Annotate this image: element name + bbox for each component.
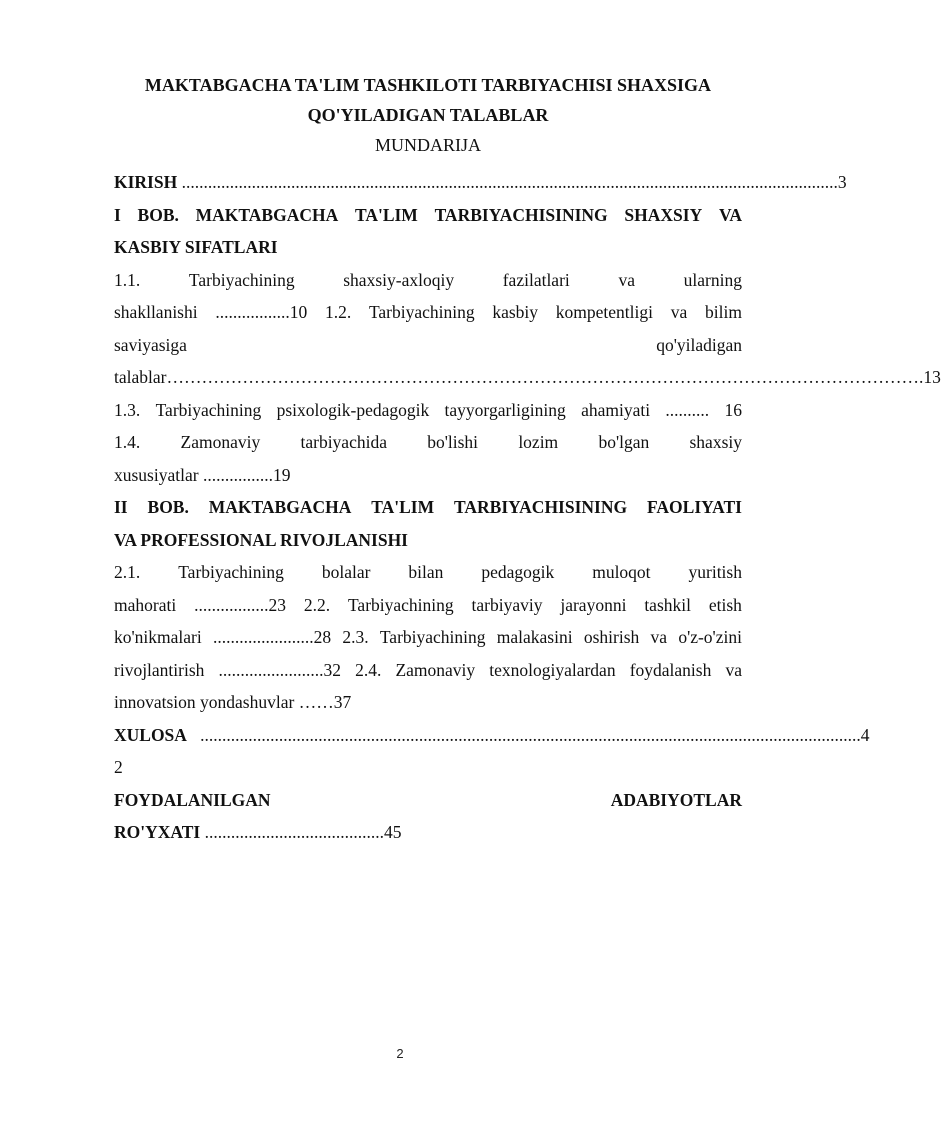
toc-word: Tarbiyachining — [188, 269, 295, 290]
toc-word: 16 — [724, 399, 742, 420]
toc-entry-2-3-line-2[interactable] — [114, 654, 742, 687]
toc-word: MAKTABGACHA — [195, 204, 339, 225]
toc-word: psixologik-pedagogik — [276, 399, 430, 420]
toc-word: VA — [718, 204, 742, 225]
toc-leader-and-page: .........................................45 — [200, 822, 402, 842]
toc-word: bo'lgan — [598, 432, 650, 452]
toc-word: texnologiyalardan — [489, 659, 616, 680]
toc-word: bolalar — [321, 562, 371, 582]
toc-word: .................10 — [215, 302, 308, 322]
toc-word: MAKTABGACHA — [208, 497, 352, 517]
toc-word: Tarbiyachining — [178, 562, 284, 582]
toc-word: va — [725, 659, 742, 680]
toc-word: I — [114, 204, 121, 225]
toc-word: tarbiyaviy — [471, 594, 543, 615]
toc-word: BOB. — [137, 204, 179, 225]
toc-word: muloqot — [592, 562, 651, 582]
toc-word: 2.2. — [303, 594, 331, 615]
toc-word: kompetentligi — [555, 302, 654, 322]
toc-entry-xulosa[interactable] — [114, 719, 870, 752]
toc-entry-1-1-line-1[interactable] — [114, 264, 742, 297]
toc-word: 2.1. — [114, 562, 141, 582]
toc-word: .......... — [665, 399, 710, 420]
toc-word: o'z-o'zini — [678, 627, 742, 647]
toc-word: ularning — [683, 269, 742, 290]
toc-word: 1.4. — [114, 432, 141, 452]
toc-entry-1-4-line-2[interactable]: xususiyatlar ................19 — [114, 464, 291, 485]
toc-chapter-1-line-2[interactable]: KASBIY SIFATLARI — [114, 237, 278, 257]
toc-word: Zamonaviy — [395, 659, 476, 680]
toc-entry-references-line-2[interactable] — [114, 816, 742, 849]
toc-word: ahamiyati — [581, 399, 651, 420]
toc-page-number: .4 — [856, 724, 870, 745]
toc-word: jarayonni — [560, 594, 627, 615]
toc-entry-1-1-line-2[interactable] — [114, 296, 742, 329]
toc-entry-kirish[interactable] — [114, 166, 847, 199]
toc-word: va — [618, 269, 635, 290]
toc-word: lozim — [518, 432, 559, 452]
toc-word: ADABIYOTLAR — [610, 789, 742, 810]
toc-word: oshirish — [583, 627, 640, 647]
toc-word: pedagogik — [481, 562, 555, 582]
toc-word: Tarbiyachining — [155, 399, 262, 420]
toc-word: foydalanish — [629, 659, 712, 680]
toc-entry-label: KIRISH — [114, 172, 178, 192]
toc-word: va — [650, 627, 668, 647]
toc-word: va — [670, 302, 688, 322]
toc-word: mahorati — [114, 594, 177, 615]
toc-word: Tarbiyachining — [368, 302, 475, 322]
toc-word: II — [114, 497, 128, 517]
toc-entry-2-1-line-2[interactable] — [114, 589, 742, 622]
toc-chapter-2-line-2[interactable]: VA PROFESSIONAL RIVOJLANISHI — [114, 529, 408, 550]
toc-word: 1.3. — [114, 399, 141, 420]
toc-word: Tarbiyachining — [379, 627, 486, 647]
toc-word: bilan — [408, 562, 444, 582]
toc-word: tarbiyachida — [300, 432, 387, 452]
toc-word: ........................32 — [218, 659, 341, 680]
toc-word: fazilatlari — [502, 269, 570, 290]
toc-leader-dots: ………………………………………………………………………………………………………………… — [166, 367, 919, 387]
toc-entry-label: RO'YXATI — [114, 822, 201, 842]
toc-entry-2-1-line-1[interactable] — [114, 556, 742, 589]
toc-word: rivojlantirish — [114, 659, 205, 680]
toc-word: .......................28 — [212, 627, 332, 647]
toc-entry-label: talablar — [114, 367, 167, 387]
toc-word: saviyasiga — [114, 334, 187, 355]
toc-word: Tarbiyachining — [347, 594, 454, 615]
toc-word: 1.1. — [114, 269, 141, 290]
toc-word: etish — [708, 594, 742, 615]
toc-leader-dots: ...................................................................................................................................................... — [186, 724, 857, 745]
toc-word: 1.2. — [324, 302, 352, 322]
toc-word: Zamonaviy — [180, 432, 261, 452]
toc-word: TA'LIM — [354, 204, 418, 225]
toc-word: TARBIYACHISINING — [454, 497, 628, 517]
toc-entry-2-2-line-2[interactable] — [114, 621, 742, 654]
toc-entry-2-4-line-2[interactable]: innovatsion yondashuvlar ……37 — [114, 692, 352, 712]
toc-word: bilim — [705, 302, 742, 322]
toc-entry-label: XULOSA — [114, 724, 187, 745]
toc-word: yuritish — [688, 562, 742, 582]
toc-word: qo'yiladigan — [656, 334, 742, 355]
toc-word: SHAXSIY — [624, 204, 703, 225]
toc-page-number: .13 — [918, 367, 941, 387]
toc-heading: MUNDARIJA — [374, 135, 481, 155]
toc-entry-xulosa-continued: 2 — [114, 757, 123, 777]
toc-entry-1-2-line-3[interactable] — [114, 361, 941, 394]
toc-word: shaxsiy — [689, 432, 742, 452]
toc-chapter-2-line-1[interactable] — [114, 491, 742, 524]
toc-entry-1-4-line-1[interactable] — [114, 426, 742, 459]
toc-word: kasbiy — [492, 302, 539, 322]
page-number: 2 — [396, 1046, 404, 1061]
toc-word: bo'lishi — [427, 432, 479, 452]
toc-word: shaxsiy-axloqiy — [343, 269, 455, 290]
toc-entry-1-2-line-2[interactable] — [114, 329, 742, 362]
toc-chapter-1-line-1[interactable] — [114, 199, 742, 232]
toc-word: shakllanishi — [114, 302, 198, 322]
toc-word: ko'nikmalari — [114, 627, 202, 647]
toc-word: .................23 — [194, 594, 286, 615]
toc-word: 2.3. — [342, 627, 369, 647]
toc-word: tashkil — [644, 594, 691, 615]
toc-word: FAOLIYATI — [647, 497, 742, 517]
toc-word: BOB. — [147, 497, 189, 517]
document-page — [114, 70, 941, 849]
document-title-line-1: MAKTABGACHA TA'LIM TASHKILOTI TARBIYACHISI SHAXSIGA — [144, 75, 712, 95]
toc-word: malakasini — [496, 627, 573, 647]
toc-word: TARBIYACHISINING — [434, 204, 608, 225]
toc-leader-dots: ...................................................................................................................................................... — [177, 172, 838, 192]
document-title-line-2: QO'YILADIGAN TALABLAR — [307, 105, 549, 125]
toc-entry-1-3[interactable] — [114, 394, 742, 427]
toc-word: tayyorgarligining — [444, 399, 566, 420]
toc-word: 2.4. — [355, 659, 382, 680]
toc-word: TA'LIM — [371, 497, 435, 517]
toc-word: FOYDALANILGAN — [114, 789, 271, 810]
toc-page-number: 3 — [837, 172, 847, 192]
toc-entry-references-line-1[interactable] — [114, 784, 742, 817]
